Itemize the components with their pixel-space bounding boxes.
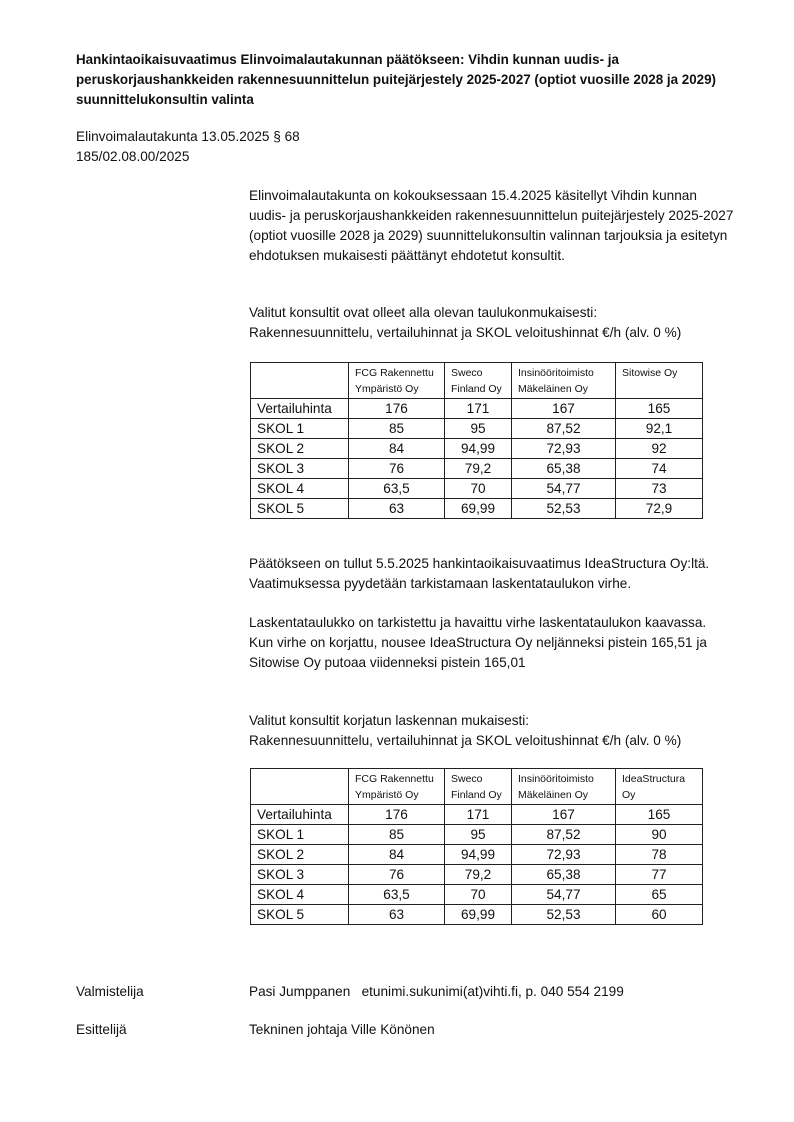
table-header-cell: FCG Rakennettu Ympäristö Oy [349,769,445,805]
paragraph-table2-intro [249,711,734,751]
document-title: Hankintaoikaisuvaatimus Elinvoimalautakunnan päätökseen: Vihdin kunnan uudis- ja peruskorjaushankkeiden rakennesuunnittelun puitejärjestely 2025-2027 (optiot vuosille 2028 ja 2029) suunnittelukonsultin valinta [76,52,717,107]
table-header-cell: Insinööritoimisto Mäkeläinen Oy [512,769,616,805]
presenter-label: Esittelijä [76,1022,127,1037]
table-cell: 94,99 [445,439,512,459]
row-label: SKOL 4 [251,885,349,905]
paragraph-appeal [249,554,734,594]
preparer-label: Valmistelija [76,984,144,999]
table-cell: 87,52 [512,825,616,845]
row-label: SKOL 3 [251,459,349,479]
table-row [251,825,703,845]
paragraph-table1-intro [249,303,734,343]
table-cell: 171 [445,399,512,419]
table-cell: 72,9 [616,499,703,519]
table-header-cell [251,769,349,805]
table-cell: 85 [349,825,445,845]
record-number: 185/02.08.00/2025 [76,149,190,164]
table-header-row [251,363,703,399]
table-cell: 70 [445,885,512,905]
table-header-cell [251,363,349,399]
row-label: SKOL 2 [251,439,349,459]
table-cell: 78 [616,845,703,865]
table-cell: 176 [349,399,445,419]
table-cell: 85 [349,419,445,439]
table-cell: 76 [349,459,445,479]
table-cell: 90 [616,825,703,845]
table-row [251,479,703,499]
table-cell: 165 [616,805,703,825]
table-cell: 77 [616,865,703,885]
price-table-original [250,362,703,519]
paragraph-line: Valitut konsultit korjatun laskennan mukaisesti: [249,713,530,728]
table-cell: 65,38 [512,459,616,479]
table-header-cell: FCG Rakennettu Ympäristö Oy [349,363,445,399]
table-cell: 176 [349,805,445,825]
table-cell: 87,52 [512,419,616,439]
table-cell: 84 [349,439,445,459]
table-cell: 92,1 [616,419,703,439]
table-cell: 65 [616,885,703,905]
table-cell: 72,93 [512,845,616,865]
table-row [251,499,703,519]
table-header-row [251,769,703,805]
paragraph-line: Laskentataulukko on tarkistettu ja havaittu virhe laskentataulukon kaavassa. [249,615,707,630]
meeting-reference [76,127,300,167]
table-cell: 84 [349,845,445,865]
paragraph-text: Elinvoimalautakunta on kokouksessaan 15.4.2025 käsitellyt Vihdin kunnan uudis- ja peruskorjaushankkeiden rakennesuunnittelun puitejärjestely 2025-2027 (optiot vuosille 2028 ja 2029) suunnittelukonsultin valinnan tarjouksia ja esitetyn ehdotuksen mukaisesti päättänyt ehdotetut konsultit. [249,188,734,263]
table-header-cell: Sitowise Oy [616,363,703,399]
price-table-corrected [250,768,703,925]
paragraph-line: Valitut konsultit ovat olleet alla olevan taulukonmukaisesti: [249,305,598,320]
table-row [251,885,703,905]
table-cell: 69,99 [445,905,512,925]
table-cell: 171 [445,805,512,825]
table-cell: 60 [616,905,703,925]
row-label: Vertailuhinta [251,399,349,419]
row-label: SKOL 2 [251,845,349,865]
row-label: SKOL 3 [251,865,349,885]
table-cell: 76 [349,865,445,885]
table-cell: 79,2 [445,459,512,479]
table-row [251,865,703,885]
table-cell: 63,5 [349,479,445,499]
paragraph-decision-history [249,186,734,266]
paragraph-correction [249,613,734,673]
table-cell: 63,5 [349,885,445,905]
row-label: SKOL 1 [251,419,349,439]
table-row [251,439,703,459]
table-row [251,845,703,865]
table-cell: 63 [349,905,445,925]
row-label: SKOL 5 [251,905,349,925]
table-cell: 52,53 [512,499,616,519]
table-cell: 63 [349,499,445,519]
preparer-value: Pasi Jumppanen etunimi.sukunimi(at)vihti.fi, p. 040 554 2199 [249,984,624,999]
table-row [251,459,703,479]
presenter-value: Tekninen johtaja Ville Könönen [249,1022,435,1037]
table-cell: 92 [616,439,703,459]
table-cell: 52,53 [512,905,616,925]
table-row [251,805,703,825]
table-cell: 95 [445,825,512,845]
row-label: SKOL 5 [251,499,349,519]
table-header-cell: IdeaStructura Oy [616,769,703,805]
meeting-line: Elinvoimalautakunta 13.05.2025 § 68 [76,129,300,144]
table-cell: 95 [445,419,512,439]
paragraph-line: Rakennesuunnittelu, vertailuhinnat ja SKOL veloitushinnat €/h (alv. 0 %) [249,325,682,340]
table-cell: 54,77 [512,479,616,499]
table-header-cell: Sweco Finland Oy [445,363,512,399]
table-row [251,419,703,439]
table-row [251,905,703,925]
table-header-cell: Insinööritoimisto Mäkeläinen Oy [512,363,616,399]
table-cell: 54,77 [512,885,616,905]
table-cell: 79,2 [445,865,512,885]
row-label: SKOL 4 [251,479,349,499]
paragraph-line: Kun virhe on korjattu, nousee IdeaStructura Oy neljänneksi pistein 165,51 ja Sitowise Oy putoaa viidenneksi pistein 165,01 [249,635,707,670]
table-header-cell: Sweco Finland Oy [445,769,512,805]
row-label: Vertailuhinta [251,805,349,825]
table-cell: 74 [616,459,703,479]
table-cell: 94,99 [445,845,512,865]
table-cell: 72,93 [512,439,616,459]
table-cell: 69,99 [445,499,512,519]
table-cell: 165 [616,399,703,419]
table-cell: 167 [512,805,616,825]
table-cell: 167 [512,399,616,419]
paragraph-text: Päätökseen on tullut 5.5.2025 hankintaoikaisuvaatimus IdeaStructura Oy:ltä. Vaatimuksessa pyydetään tarkistamaan laskentataulukon virhe. [249,556,710,591]
row-label: SKOL 1 [251,825,349,845]
table-cell: 70 [445,479,512,499]
table-cell: 73 [616,479,703,499]
table-row [251,399,703,419]
table-cell: 65,38 [512,865,616,885]
paragraph-line: Rakennesuunnittelu, vertailuhinnat ja SKOL veloitushinnat €/h (alv. 0 %) [249,733,682,748]
